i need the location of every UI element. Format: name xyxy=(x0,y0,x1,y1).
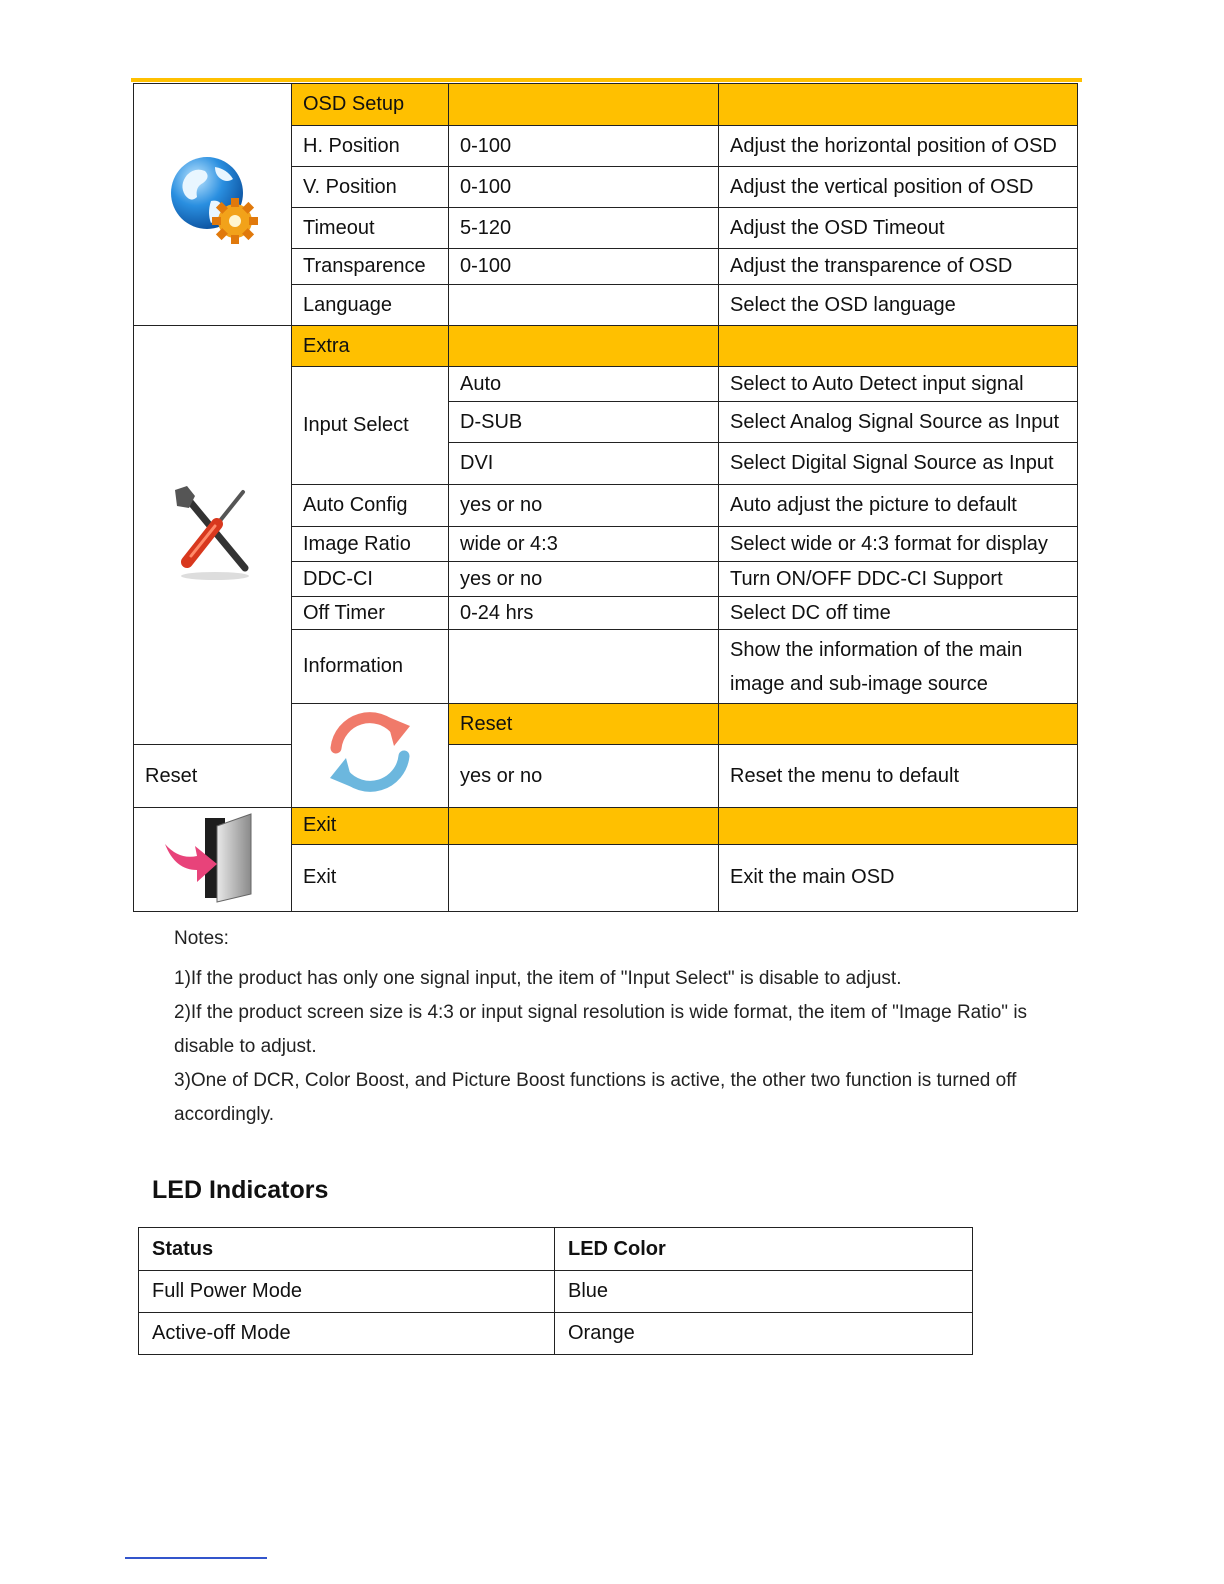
item-range: 5-120 xyxy=(449,208,719,249)
section-header-label: Extra xyxy=(292,326,449,367)
section-header-extra xyxy=(134,326,1078,367)
column-header: Status xyxy=(139,1228,555,1271)
item-name: Reset xyxy=(134,745,292,808)
item-range: wide or 4:3 xyxy=(449,527,719,562)
table-row xyxy=(134,745,1078,808)
item-desc: Adjust the vertical position of OSD xyxy=(719,167,1078,208)
item-range xyxy=(449,285,719,326)
section-header-label: Reset xyxy=(449,704,719,745)
item-desc: Auto adjust the picture to default xyxy=(719,485,1078,527)
table-row xyxy=(139,1313,973,1355)
item-range: Auto xyxy=(449,367,719,402)
led-table xyxy=(138,1227,973,1355)
section-header-label: Exit xyxy=(292,808,449,845)
item-desc: Adjust the horizontal position of OSD xyxy=(719,126,1078,167)
item-range: 0-100 xyxy=(449,126,719,167)
item-range: D-SUB xyxy=(449,402,719,443)
led-color: Blue xyxy=(555,1271,973,1313)
item-desc-line: image and sub-image source xyxy=(730,672,988,695)
osd-setup-icon-cell xyxy=(134,84,292,326)
refresh-icon xyxy=(322,704,418,800)
item-name: H. Position xyxy=(292,126,449,167)
item-desc: Select the OSD language xyxy=(719,285,1078,326)
footer-line xyxy=(125,1557,267,1559)
item-range: yes or no xyxy=(449,745,719,808)
item-desc: Reset the menu to default xyxy=(719,745,1078,808)
item-name: DDC-CI xyxy=(292,562,449,597)
top-accent-line xyxy=(131,78,1082,82)
table-header-row xyxy=(139,1228,973,1271)
item-range: 0-24 hrs xyxy=(449,597,719,630)
section-header-osd-setup xyxy=(134,84,1078,126)
exit-icon-cell xyxy=(134,808,292,912)
item-range: yes or no xyxy=(449,485,719,527)
extra-icon-cell xyxy=(134,326,292,745)
led-status: Active-off Mode xyxy=(139,1313,555,1355)
item-desc: Adjust the transparence of OSD xyxy=(719,249,1078,285)
item-name: Input Select xyxy=(292,367,449,485)
reset-icon-cell xyxy=(292,704,449,808)
item-name: Language xyxy=(292,285,449,326)
note-item: 3)One of DCR, Color Boost, and Picture Boost functions is active, the other two function is turned off xyxy=(174,1070,1017,1091)
item-name: Exit xyxy=(292,844,449,911)
table-row xyxy=(139,1271,973,1313)
item-name: Timeout xyxy=(292,208,449,249)
section-header-exit xyxy=(134,808,1078,845)
item-range: 0-100 xyxy=(449,167,719,208)
item-desc: Select DC off time xyxy=(719,597,1078,630)
osd-menu-table xyxy=(133,83,1078,912)
item-range xyxy=(449,844,719,911)
notes-section xyxy=(174,922,1074,1132)
exit-door-icon xyxy=(161,808,265,904)
item-desc: Select Digital Signal Source as Input xyxy=(719,443,1078,485)
item-range: DVI xyxy=(449,443,719,485)
note-item: disable to adjust. xyxy=(174,1036,317,1057)
item-range xyxy=(449,630,719,704)
item-range: yes or no xyxy=(449,562,719,597)
note-item: 2)If the product screen size is 4:3 or input signal resolution is wide format, the item of "Image Ratio" is xyxy=(174,1002,1028,1023)
column-header: LED Color xyxy=(555,1228,973,1271)
item-name: Image Ratio xyxy=(292,527,449,562)
led-status: Full Power Mode xyxy=(139,1271,555,1313)
section-header-label: OSD Setup xyxy=(292,84,449,126)
item-name: V. Position xyxy=(292,167,449,208)
item-desc: Select wide or 4:3 format for display xyxy=(719,527,1078,562)
led-indicators-title: LED Indicators xyxy=(152,1176,329,1204)
item-name: Transparence xyxy=(292,249,449,285)
note-item: 1)If the product has only one signal input, the item of "Input Select" is disable to adjust. xyxy=(174,968,902,989)
item-name: Auto Config xyxy=(292,485,449,527)
item-name: Information xyxy=(292,630,449,704)
led-color: Orange xyxy=(555,1313,973,1355)
item-desc xyxy=(719,630,1078,704)
item-desc: Turn ON/OFF DDC-CI Support xyxy=(719,562,1078,597)
item-desc: Adjust the OSD Timeout xyxy=(719,208,1078,249)
note-item: accordingly. xyxy=(174,1104,274,1125)
item-desc: Exit the main OSD xyxy=(719,844,1078,911)
item-desc-line: Show the information of the main xyxy=(730,638,1023,661)
notes-title: Notes: xyxy=(174,928,229,949)
item-range: 0-100 xyxy=(449,249,719,285)
item-name: Off Timer xyxy=(292,597,449,630)
item-desc: Select Analog Signal Source as Input xyxy=(719,402,1078,443)
tools-icon xyxy=(165,482,261,582)
globe-gear-icon xyxy=(165,153,261,249)
item-desc: Select to Auto Detect input signal xyxy=(719,367,1078,402)
